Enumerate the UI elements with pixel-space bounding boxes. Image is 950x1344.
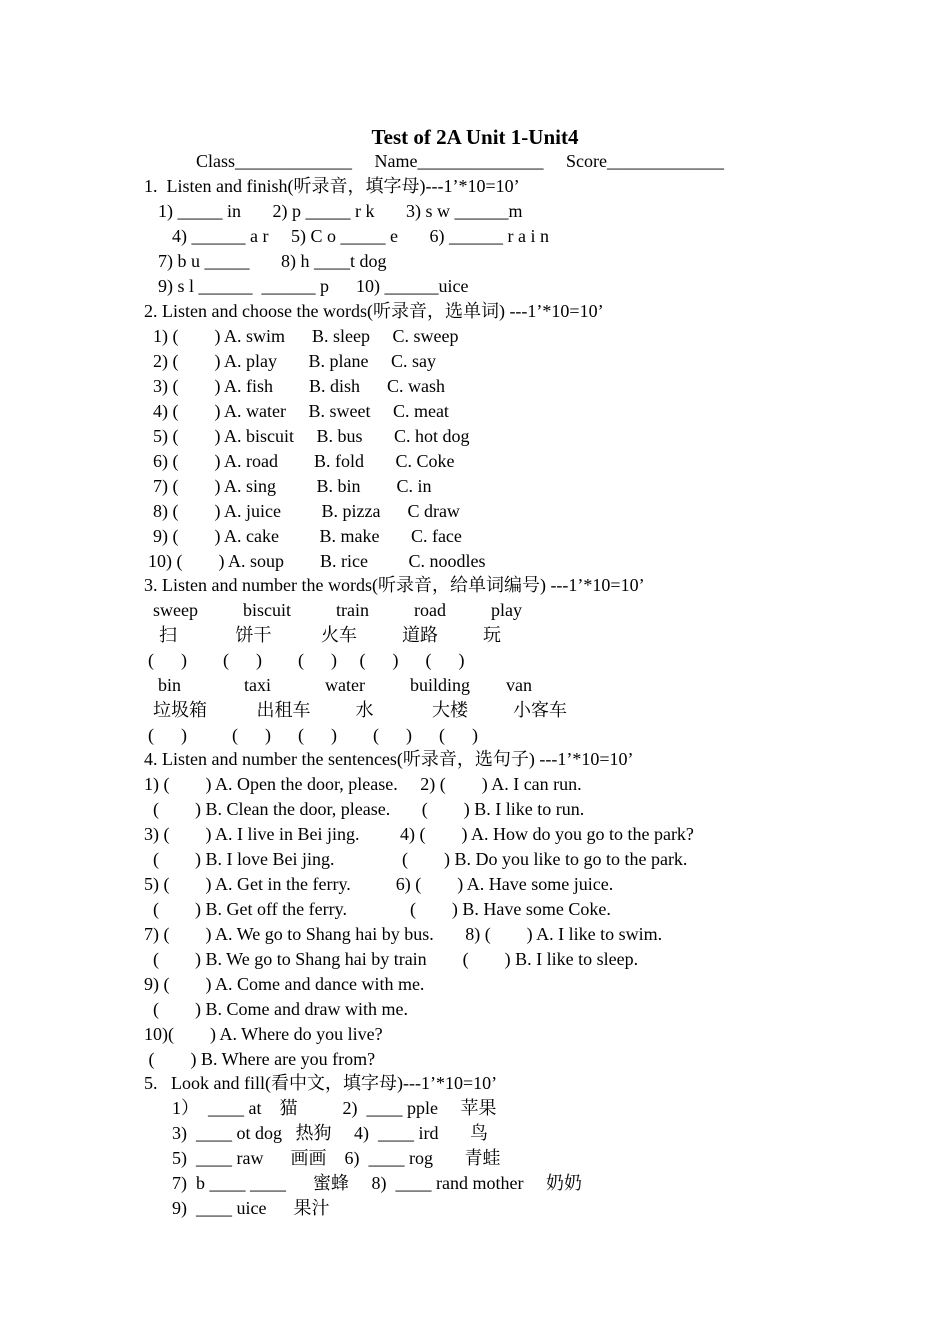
- section-2-item: 9) ( ) A. cake B. make C. face: [153, 526, 462, 546]
- section-1-line: 4) ______ a r 5) C o _____ e 6) ______ r a i n: [172, 226, 549, 246]
- section-3-blanks: ( ) ( ) ( ) ( ) ( ): [148, 725, 478, 745]
- section-2-heading: 2. Listen and choose the words(听录音，选单词) ---1’*10=10’: [144, 301, 604, 321]
- section-5-item: 5) ____ raw 画画 6) ____ rog 青蛙: [172, 1148, 501, 1168]
- section-4-item: 5) ( ) A. Get in the ferry. 6) ( ) A. Have some juice.: [144, 874, 614, 894]
- section-5-item: 9) ____ uice 果汁: [172, 1198, 330, 1218]
- section-1-line: 1) _____ in 2) p _____ r k 3) s w ______m: [158, 201, 523, 221]
- section-2-item: 6) ( ) A. road B. fold C. Coke: [153, 451, 455, 471]
- section-2-item: 4) ( ) A. water B. sweet C. meat: [153, 401, 449, 421]
- section-1-heading: 1. Listen and finish(听录音，填字母)---1’*10=10’: [144, 176, 520, 196]
- section-4-item: 9) ( ) A. Come and dance with me.: [144, 974, 425, 994]
- section-1-line: 7) b u _____ 8) h ____t dog: [158, 251, 387, 271]
- section-4-item: ( ) B. We go to Shang hai by train ( ) B. I like to sleep.: [144, 949, 639, 969]
- section-2-item: 10) ( ) A. soup B. rice C. noodles: [148, 551, 486, 571]
- section-4-heading: 4. Listen and number the sentences(听录音，选句子) ---1’*10=10’: [144, 749, 634, 769]
- section-3-heading: 3. Listen and number the words(听录音，给单词编号) ---1’*10=10’: [144, 575, 645, 595]
- page-title: Test of 2A Unit 1-Unit4: [371, 125, 579, 149]
- section-4-item: ( ) B. Come and draw with me.: [144, 999, 408, 1019]
- section-5-item: 3) ____ ot dog 热狗 4) ____ ird 鸟: [172, 1123, 488, 1143]
- section-4-item: ( ) B. Clean the door, please. ( ) B. I like to run.: [144, 799, 585, 819]
- section-3-words: sweep biscuit train road play: [153, 600, 522, 620]
- section-3-blanks: ( ) ( ) ( ) ( ) ( ): [148, 650, 465, 670]
- section-2-item: 5) ( ) A. biscuit B. bus C. hot dog: [153, 426, 470, 446]
- section-4-item: ( ) B. Get off the ferry. ( ) B. Have some Coke.: [144, 899, 611, 919]
- section-4-item: 10)( ) A. Where do you live?: [144, 1024, 383, 1044]
- section-4-item: ( ) B. Where are you from?: [144, 1049, 376, 1069]
- section-2-item: 1) ( ) A. swim B. sleep C. sweep: [153, 326, 459, 346]
- section-4-item: ( ) B. I love Bei jing. ( ) B. Do you like to go to the park.: [144, 849, 688, 869]
- section-2-item: 8) ( ) A. juice B. pizza C draw: [153, 501, 460, 521]
- section-2-item: 7) ( ) A. sing B. bin C. in: [153, 476, 432, 496]
- section-5-heading: 5. Look and fill(看中文，填字母)---1’*10=10’: [144, 1073, 498, 1093]
- section-2-item: 2) ( ) A. play B. plane C. say: [153, 351, 436, 371]
- section-4-item: 3) ( ) A. I live in Bei jing. 4) ( ) A. How do you go to the park?: [144, 824, 694, 844]
- header-fields: Class_____________ Name______________ Score_____________: [196, 151, 724, 171]
- section-5-item: 7) b ____ ____ 蜜蜂 8) ____ rand mother 奶奶: [172, 1173, 582, 1193]
- section-4-item: 1) ( ) A. Open the door, please. 2) ( ) A. I can run.: [144, 774, 582, 794]
- section-1-line: 9) s l ______ ______ p 10) ______uice: [158, 276, 469, 296]
- section-2-item: 3) ( ) A. fish B. dish C. wash: [153, 376, 445, 396]
- section-3-chinese: 扫 饼干 火车 道路 玩: [159, 625, 501, 645]
- section-3-chinese: 垃圾箱 出租车 水 大楼 小客车: [153, 700, 567, 720]
- section-3-words: bin taxi water building van: [158, 675, 532, 695]
- section-4-item: 7) ( ) A. We go to Shang hai by bus. 8) ( ) A. I like to swim.: [144, 924, 663, 944]
- section-5-item: 1） ____ at 猫 2) ____ pple 苹果: [172, 1098, 497, 1118]
